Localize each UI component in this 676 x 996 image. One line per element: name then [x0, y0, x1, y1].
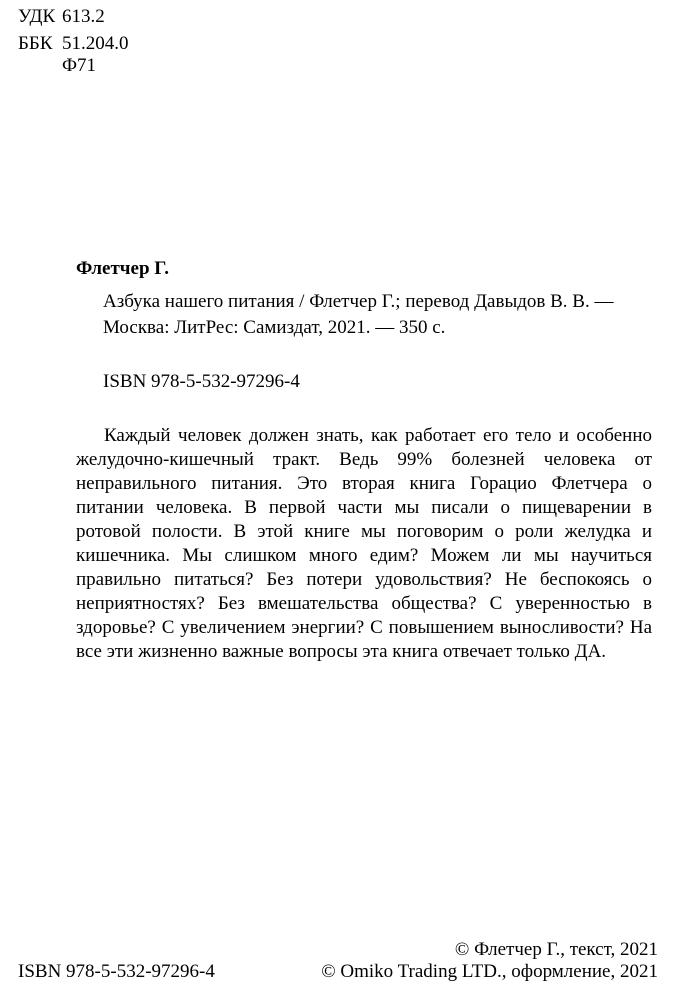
author-heading: Флетчер Г. [76, 258, 169, 279]
udk-label: УДК [18, 6, 56, 27]
copyright-text: © Флетчер Г., текст, 2021 [454, 939, 658, 960]
copyright-design: © Omiko Trading LTD., оформление, 2021 [321, 961, 658, 982]
bibliographic-description-line: Азбука нашего питания / Флетчер Г.; перевод Давыдов В. В. — [103, 291, 614, 312]
author-mark: Ф71 [62, 55, 97, 76]
annotation-paragraph: Каждый человек должен знать, как работает его тело и особенно желудочно-кишечный тракт. Ведь 99% болезней человека от неправильного питания. Это вторая книга Горацио Флетчера о питании человека. В первой части мы писали о пищеварении в ротовой полости. В этой книге мы поговорим о роли желудка и кишечника. Мы слишком много едим? Можем ли мы научиться правильно питаться? Без потери удовольствия? Не беспокоясь о неприятностях? Без вмешательства общества? С уверенностью в здоровье? С увеличением энергии? С повышением выносливости? На все эти жизненно важные вопросы эта книга отвечает только ДА. [76, 425, 652, 662]
bbk-value: 51.204.0 [62, 33, 129, 54]
udk-value: 613.2 [62, 6, 105, 27]
isbn-line: ISBN 978-5-532-97296-4 [103, 371, 300, 392]
footer-isbn: ISBN 978-5-532-97296-4 [18, 961, 215, 982]
bbk-label: ББК [18, 33, 53, 54]
bibliographic-description-line: Москва: ЛитРес: Самиздат, 2021. — 350 с. [103, 317, 446, 338]
